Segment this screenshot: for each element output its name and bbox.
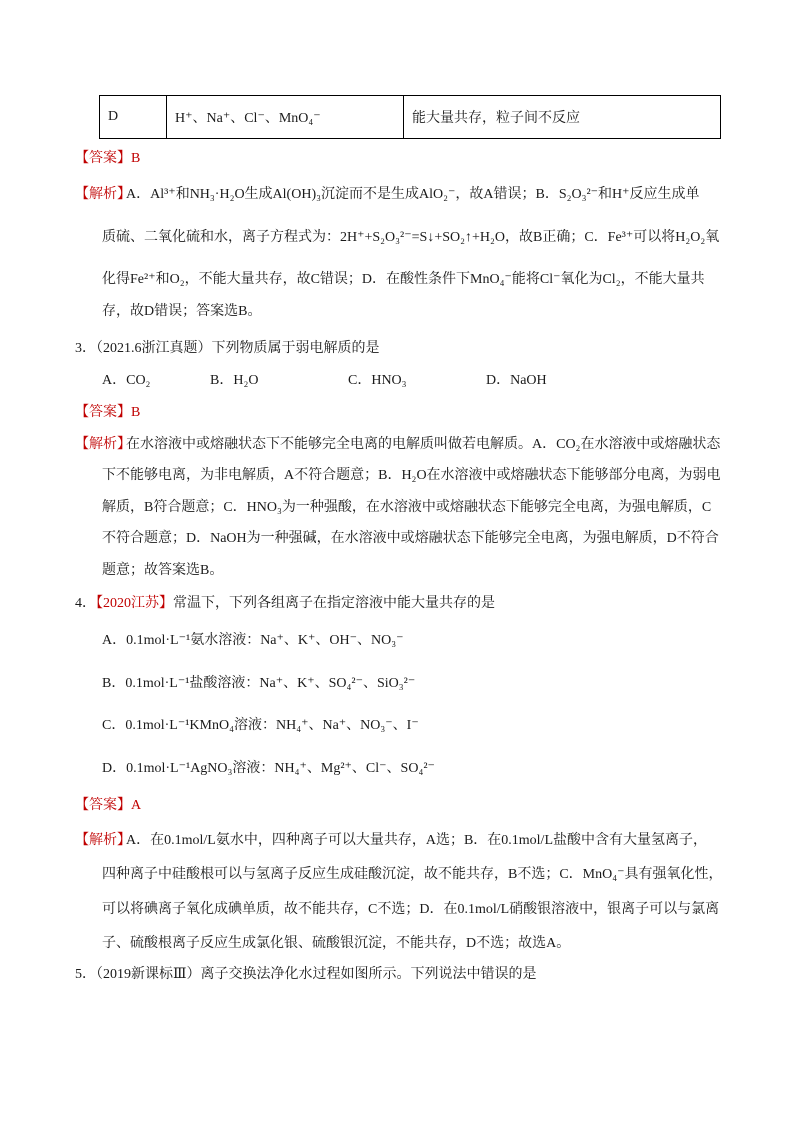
q3-analysis-line-5: 题意；故答案选B。 — [102, 563, 224, 578]
q4-option-c: C．0.1mol·L⁻¹KMnO₄溶液：NH₄⁺、Na⁺、NO₃⁻、I⁻ — [102, 718, 419, 733]
q2-analysis-line-4: 存，故D错误；答案选B。 — [102, 304, 262, 319]
q4-analysis-line-4: 子、硫酸根离子反应生成氯化银、硫酸银沉淀，不能共存，D不选；故选A。 — [102, 936, 571, 951]
analysis-tag: 【解析】 — [75, 187, 131, 202]
q2-analysis-line-2: 质硫、二氧化硫和水，离子方程式为：2H⁺+S₂O₃²⁻=S↓+SO₂↑+H₂O，故B正确；C．Fe³⁺可以将H₂O₂氧 — [102, 230, 720, 245]
q4-option-b: B．0.1mol·L⁻¹盐酸溶液：Na⁺、K⁺、SO₄²⁻、SiO₃²⁻ — [102, 676, 416, 691]
q4-analysis-line-3: 可以将碘离子氧化成碘单质，故不能共存，C不选；D．在0.1mol/L硝酸银溶液中，银离子可以与氯离 — [102, 902, 720, 917]
q4-number: 4． — [75, 596, 96, 611]
q3-analysis-line-2: 下不能够电离，为非电解质，A不符合题意；B．H₂O在水溶液中或熔融状态下能够部分电离，为弱电 — [102, 468, 721, 483]
option-table-row — [99, 95, 721, 139]
answer-value: B — [131, 405, 141, 420]
q3-stem: 3．（2021.6浙江真题）下列物质属于弱电解质的是 — [75, 341, 380, 356]
q4-stem — [75, 592, 495, 612]
q3-option-a: A．CO₂ — [102, 373, 151, 388]
q3-analysis-line-1: 在水溶液中或熔融状态下不能够完全电离的电解质叫做若电解质。A．CO₂在水溶液中或熔融状态 — [126, 437, 721, 452]
answer-tag: 【答案】 — [75, 151, 131, 166]
q3-option-c: C．HNO₃ — [348, 373, 407, 388]
q4-analysis-line-1: A．在0.1mol/L氨水中，四种离子可以大量共存，A选；B．在0.1mol/L盐酸中含有大量氢离子， — [126, 833, 707, 848]
q3-option-d: D．NaOH — [486, 373, 547, 388]
analysis-tag: 【解析】 — [75, 833, 131, 848]
q4-option-d: D．0.1mol·L⁻¹AgNO₃溶液：NH₄⁺、Mg²⁺、Cl⁻、SO₄²⁻ — [102, 761, 435, 776]
table-cell-ions: H⁺、Na⁺、Cl⁻、MnO₄⁻ — [167, 96, 404, 139]
q4-analysis-line-2: 四种离子中硅酸根可以与氢离子反应生成硅酸沉淀，故不能共存，B不选；C．MnO₄⁻具有强氧化性， — [102, 867, 723, 882]
table-cell-desc: 能大量共存，粒子间不反应 — [404, 96, 721, 139]
q3-analysis-line-4: 不符合题意；D．NaOH为一种强碱，在水溶液中或熔融状态下能够完全电离，为强电解质，D不符合 — [102, 531, 719, 546]
q5-stem: 5．（2019新课标Ⅲ）离子交换法净化水过程如图所示。下列说法中错误的是 — [75, 967, 537, 982]
answer-tag: 【答案】 — [75, 798, 131, 813]
q3-answer — [75, 401, 140, 421]
q2-answer — [75, 147, 140, 167]
q3-option-b: B．H₂O — [210, 373, 259, 388]
q4-source: 【2020江苏】 — [96, 596, 173, 611]
q4-answer — [75, 794, 141, 814]
answer-tag: 【答案】 — [75, 405, 131, 420]
answer-value: A — [131, 798, 142, 813]
q3-analysis-line-3: 解质，B符合题意；C．HNO₃为一种强酸，在水溶液中或熔融状态下能够完全电离，为强电解质，C — [102, 500, 712, 515]
q2-analysis-line-3: 化得Fe²⁺和O₂，不能大量共存，故C错误；D．在酸性条件下MnO₄⁻能将Cl⁻氧化为Cl₂，不能大量共 — [102, 272, 705, 287]
table-cell-label: D — [100, 96, 167, 139]
q2-analysis-line-1: A．Al³⁺和NH₃·H₂O生成Al(OH)₃沉淀而不是生成AlO₂⁻，故A错误；B．S₂O₃²⁻和H⁺反应生成单 — [126, 187, 700, 202]
analysis-tag: 【解析】 — [75, 437, 131, 452]
q4-stem-text: 常温下，下列各组离子在指定溶液中能大量共存的是 — [173, 596, 495, 611]
answer-value: B — [131, 151, 141, 166]
q4-option-a: A．0.1mol·L⁻¹氨水溶液：Na⁺、K⁺、OH⁻、NO₃⁻ — [102, 633, 404, 648]
